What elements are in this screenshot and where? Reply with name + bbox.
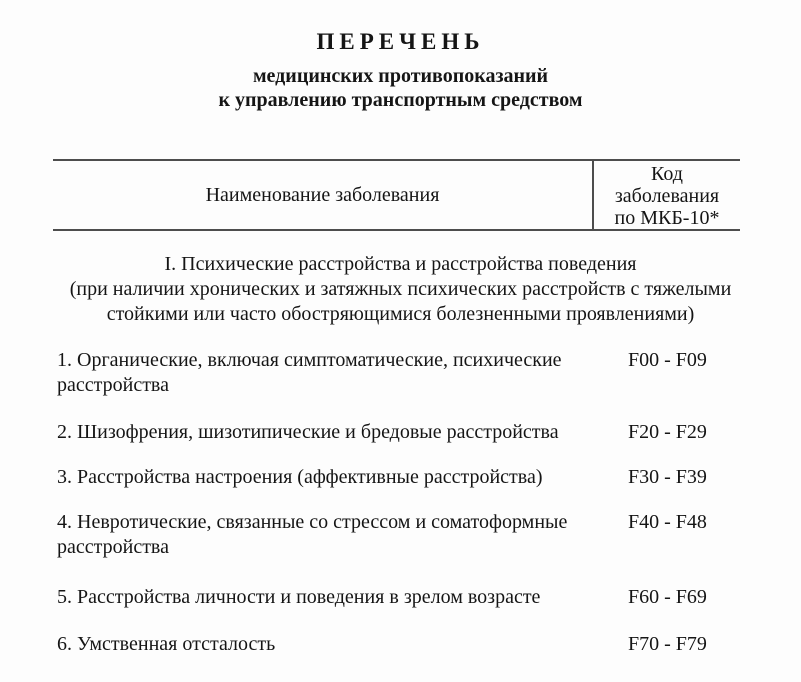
disease-name: 3. Расстройства настроения (аффективные расстройства) xyxy=(57,466,543,488)
section-heading-line-1: I. Психические расстройства и расстройства поведения xyxy=(164,253,637,275)
column-header-disease-name: Наименование заболевания xyxy=(205,183,440,206)
disease-code: F00 - F09 xyxy=(628,349,707,371)
disease-code: F70 - F79 xyxy=(628,633,707,655)
section-heading-line-3: стойкими или часто обостряющимися болезненными проявлениями) xyxy=(106,303,695,325)
table-header-row xyxy=(53,159,740,231)
section-heading-line-2: (при наличии хронических и затяжных психических расстройств с тяжелыми xyxy=(69,278,732,300)
disease-code: F30 - F39 xyxy=(628,466,707,488)
document-subtitle xyxy=(0,64,801,112)
document-title: ПЕРЕЧЕНЬ xyxy=(316,29,485,54)
disease-name: 2. Шизофрения, шизотипические и бредовые расстройства xyxy=(57,421,559,443)
code-header-line-3: по МКБ-10* xyxy=(614,207,720,229)
disease-name: 5. Расстройства личности и поведения в зрелом возрасте xyxy=(57,586,541,608)
disease-name: 1. Органические, включая симптоматические, психические расстройства xyxy=(57,349,562,396)
disease-name: 4. Невротические, связанные со стрессом и соматоформные расстройства xyxy=(57,511,568,558)
code-header-line-1: Код xyxy=(651,163,683,185)
disease-code: F40 - F48 xyxy=(628,511,707,533)
table-row xyxy=(57,632,761,657)
section-heading xyxy=(0,252,801,327)
code-header-line-2: заболевания xyxy=(614,185,720,207)
table-row xyxy=(57,348,761,398)
disease-code: F20 - F29 xyxy=(628,421,707,443)
table-row xyxy=(57,420,761,445)
table-row xyxy=(57,465,761,490)
subtitle-line-1: медицинских противопоказаний xyxy=(252,65,549,87)
column-header-disease-code xyxy=(592,161,740,229)
table-row xyxy=(57,585,761,610)
subtitle-line-2: к управлению транспортным средством xyxy=(218,89,583,111)
disease-name: 6. Умственная отсталость xyxy=(57,633,276,655)
disease-code: F60 - F69 xyxy=(628,586,707,608)
table-row xyxy=(57,510,761,560)
